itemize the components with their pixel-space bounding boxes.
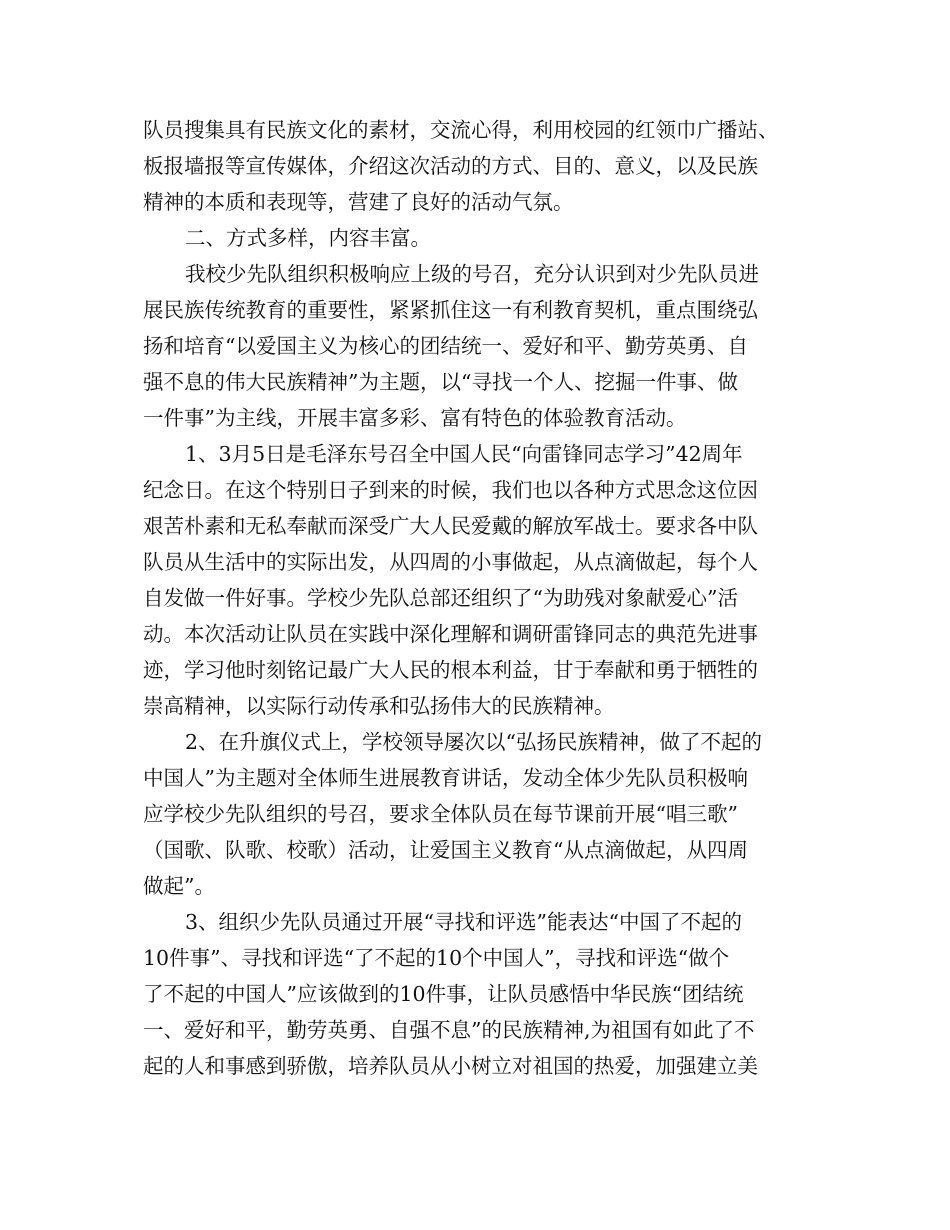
text-line: 队员从生活中的实际出发，从四周的小事做起，从点滴做起，每个人 [143, 550, 758, 574]
text-line: 3、组织少先队员通过开展“寻找和评选”能表达“中国了不起的 [185, 910, 742, 934]
text-line: 起的人和事感到骄傲，培养队员从小树立对祖国的热爱，加强建立美 [143, 1054, 758, 1078]
text-line: 1、3月5日是毛泽东号召全中国人民“向雷锋同志学习”42周年 [185, 442, 743, 466]
text-line: 板报墙报等宣传媒体，介绍这次活动的方式、目的、意义，以及民族 [143, 154, 758, 178]
text-line: 纪念日。在这个特别日子到来的时候，我们也以各种方式思念这位因 [143, 478, 758, 502]
text-line: 迹，学习他时刻铭记最广大人民的根本利益，甘于奉献和勇于牺牲的 [143, 658, 758, 682]
text-line: 一、爱好和平，勤劳英勇、自强不息”的民族精神,为祖国有如此了不 [143, 1018, 755, 1042]
section-heading: 二、方式多样，内容丰富。 [185, 226, 431, 250]
text-line: 展民族传统教育的重要性，紧紧抓住这一有利教育契机，重点围绕弘 [143, 298, 758, 322]
text-line: 应学校少先队组织的号召，要求全体队员在每节课前开展“唱三歌” [143, 802, 738, 826]
text-line: 动。本次活动让队员在实践中深化理解和调研雷锋同志的典范先进事 [143, 622, 758, 646]
text-line: （国歌、队歌、校歌）活动，让爱国主义教育“从点滴做起，从四周 [143, 838, 748, 862]
text-line: 一件事”为主线，开展丰富多彩、富有特色的体验教育活动。 [143, 406, 687, 430]
text-line: 10件事”、寻找和评选“了不起的10个中国人”，寻找和评选“做个 [143, 946, 730, 970]
text-line: 中国人”为主题对全体师生进展教育讲话，发动全体少先队员积极响 [143, 766, 748, 790]
text-line: 做起”。 [143, 874, 215, 898]
text-line: 艰苦朴素和无私奉献而深受广大人民爱戴的解放军战士。要求各中队 [143, 514, 758, 538]
text-line: 扬和培育“以爱国主义为核心的团结统一、爱好和平、勤劳英勇、自 [143, 334, 748, 358]
text-line: 2、在升旗仪式上，学校领导屡次以“弘扬民族精神，做了不起的 [185, 730, 763, 754]
text-line: 强不息的伟大民族精神”为主题，以“寻找一个人、挖掘一件事、做 [143, 370, 738, 394]
text-line: 自发做一件好事。学校少先队总部还组织了“为助残对象献爱心”活 [143, 586, 738, 610]
text-line: 崇高精神，以实际行动传承和弘扬伟大的民族精神。 [143, 694, 615, 718]
text-line: 了不起的中国人”应该做到的10件事，让队员感悟中华民族“团结统 [143, 982, 744, 1006]
text-line: 我校少先队组织积极响应上级的号召，充分认识到对少先队员进 [185, 262, 759, 286]
text-line: 队员搜集具有民族文化的素材，交流心得，利用校园的红领巾广播站、 [143, 118, 779, 142]
text-line: 精神的本质和表现等，营建了良好的活动气氛。 [143, 190, 574, 214]
